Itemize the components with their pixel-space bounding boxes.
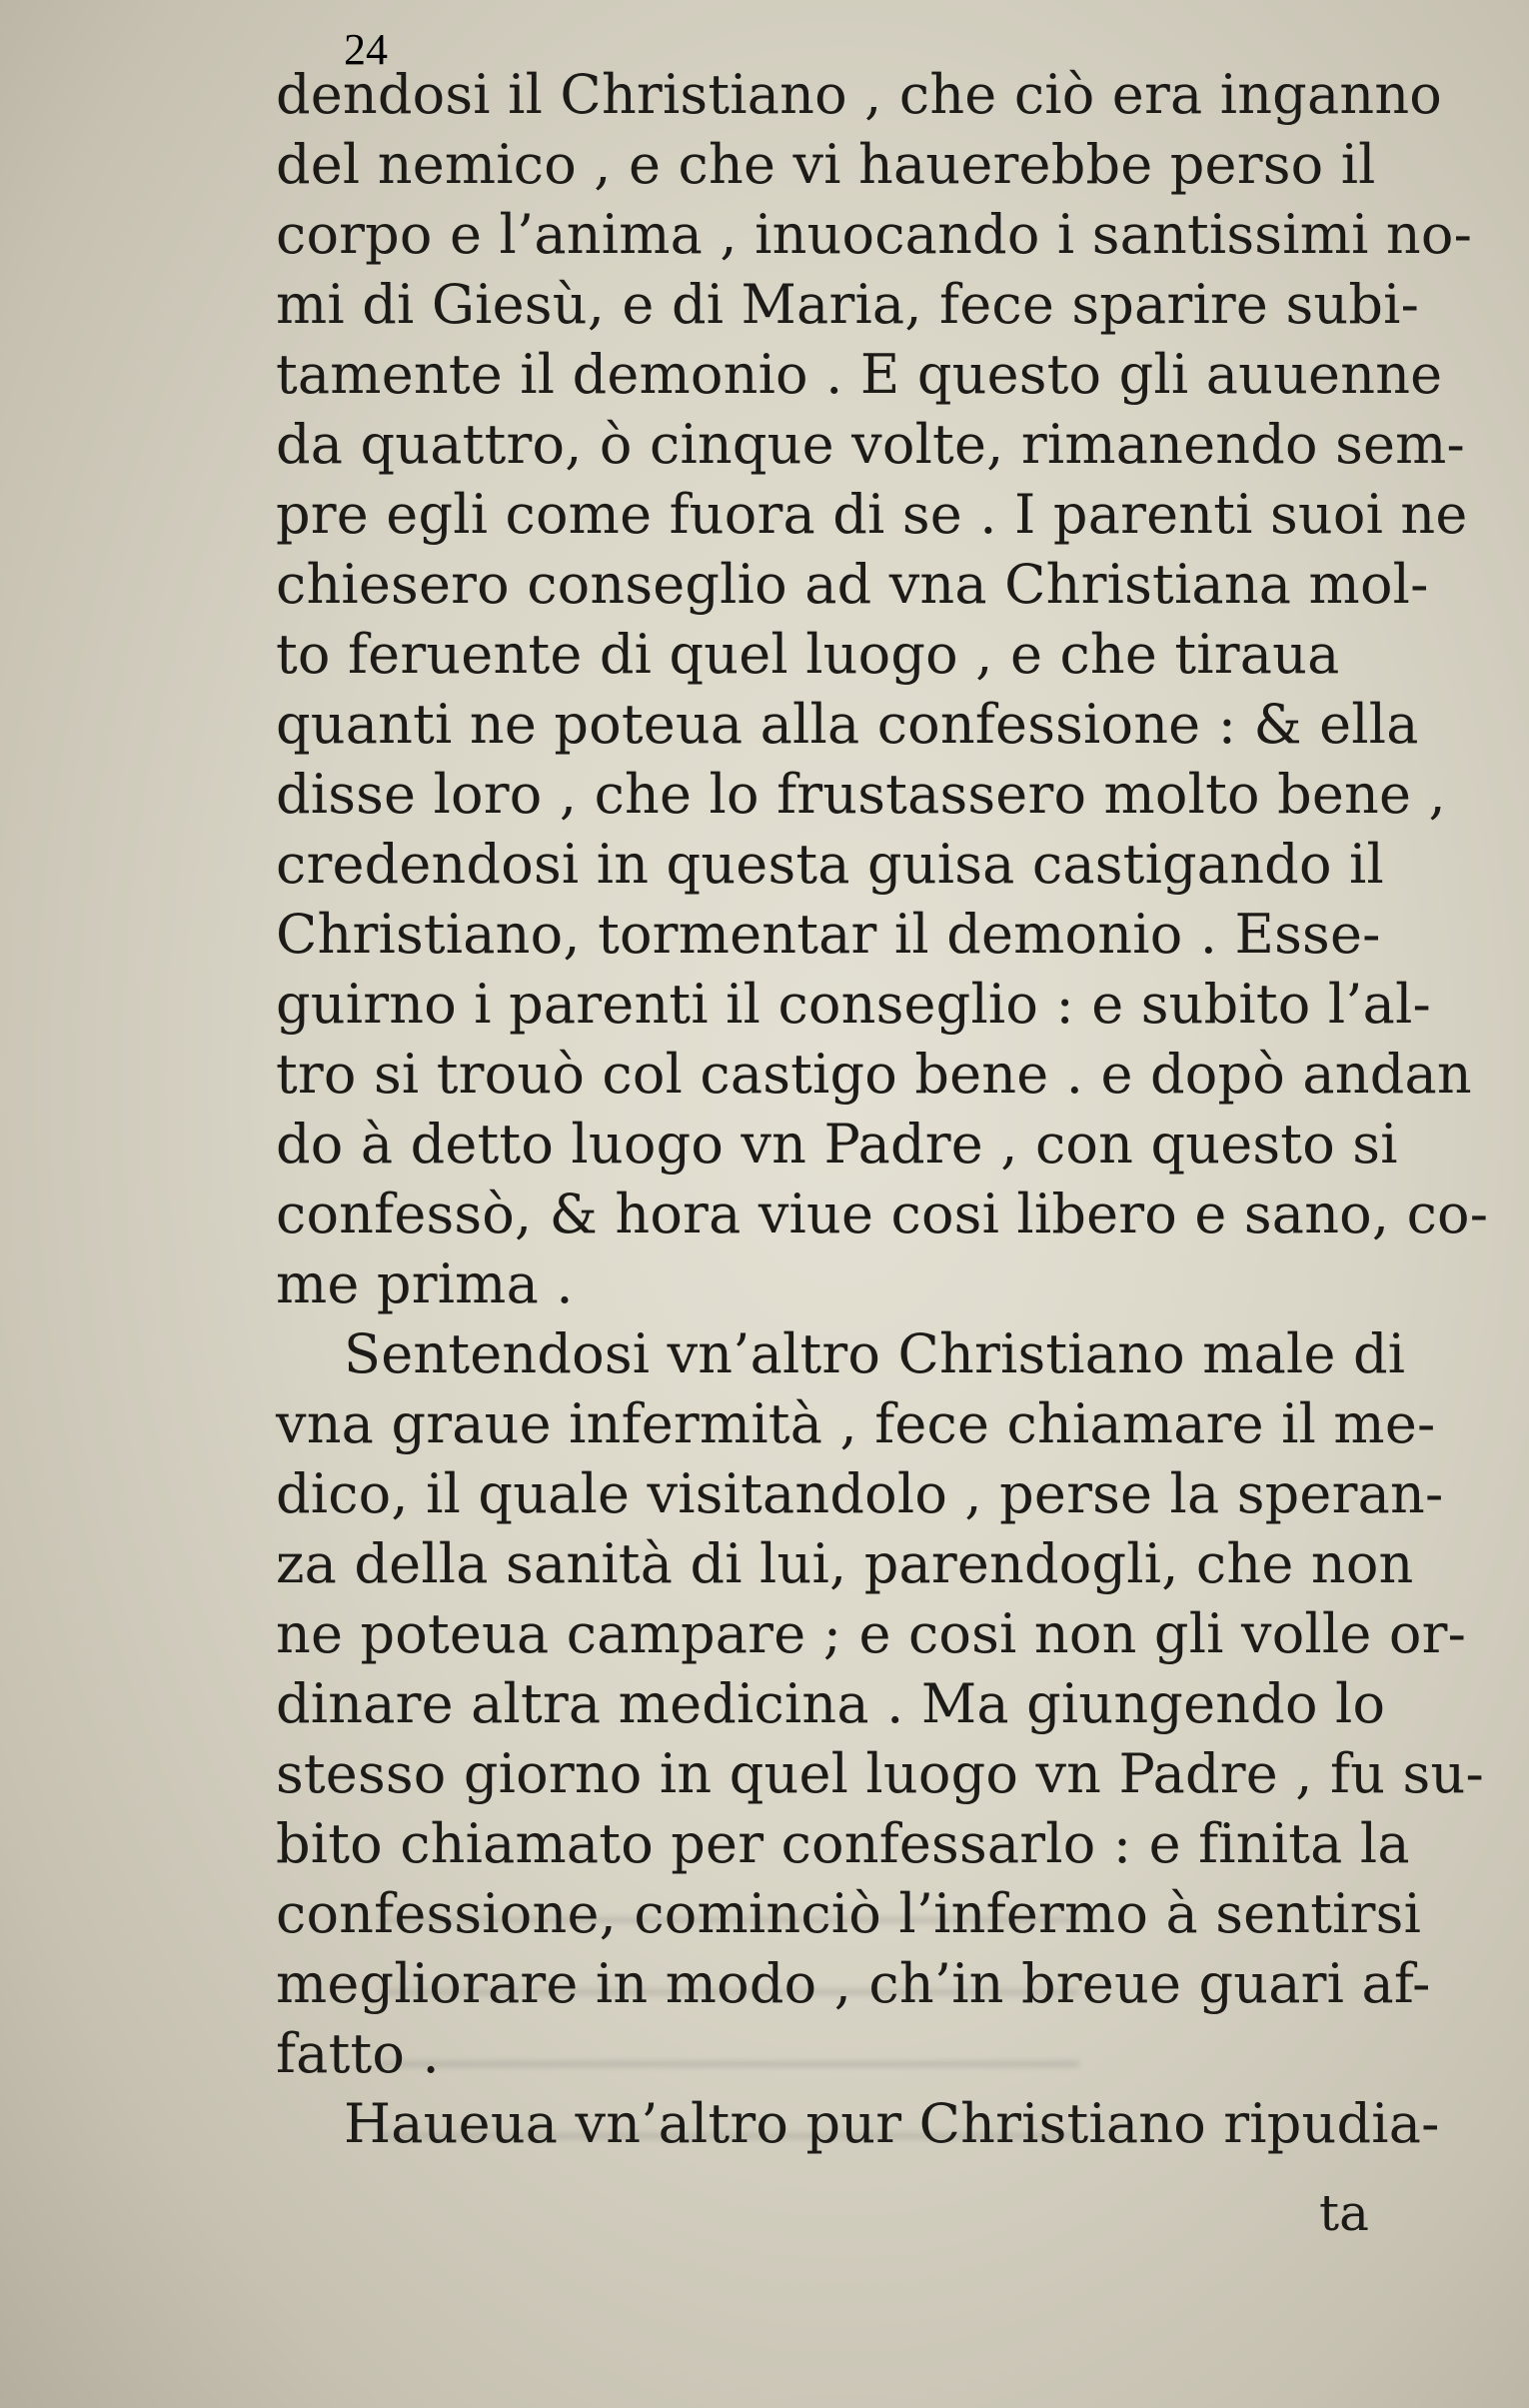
text-line: dinare altra medicina . Ma giungendo lo [276, 1672, 1386, 1735]
text-line: tamente il demonio . E questo gli auuenne [276, 343, 1443, 406]
text-line: me prima . [276, 1252, 574, 1315]
text-line: guirno i parenti il conseglio : e subito l’al- [276, 973, 1431, 1036]
text-line: Haueua vn’altro pur Christiano ripudia- [344, 2092, 1440, 2155]
text-line: pre egli come fuora di se . I parenti suoi ne [276, 483, 1468, 546]
page-number: 24 [344, 25, 388, 74]
text-line: to feruente di quel luogo , e che tiraua [276, 623, 1340, 686]
text-line: fatto . [276, 2022, 440, 2085]
text-line: tro si trouò col castigo bene . e dopò andan [276, 1043, 1472, 1106]
text-line: del nemico , e che vi hauerebbe perso il [276, 133, 1376, 196]
text-line: bito chiamato per confessarlo : e finita la [276, 1812, 1410, 1875]
text-line: Christiano, tormentar il demonio . Esse- [276, 903, 1381, 966]
text-line: corpo e l’anima , inuocando i santissimi no- [276, 203, 1473, 266]
text-line: dico, il quale visitandolo , perse la speran- [276, 1462, 1444, 1525]
text-line: vna graue infermità , fece chiamare il me- [276, 1392, 1436, 1455]
text-line: credendosi in questa guisa castigando il [276, 833, 1384, 896]
text-line: quanti ne poteua alla confessione : & ella [276, 693, 1419, 756]
text-line: dendosi il Christiano , che ciò era inganno [276, 63, 1443, 126]
text-line: confessò, & hora viue cosi libero e sano, co- [276, 1183, 1489, 1245]
text-line: da quattro, ò cinque volte, rimanendo sem- [276, 413, 1465, 476]
text-line: za della sanità di lui, parendogli, che non [276, 1532, 1414, 1595]
text-line: disse loro , che lo frustassero molto bene , [276, 763, 1446, 826]
text-line: confessione, cominciò l’infermo à sentirsi [276, 1882, 1422, 1945]
text-line: megliorare in modo , ch’in breue guari af- [276, 1952, 1431, 2015]
text-line: ne poteua campare ; e cosi non gli volle or- [276, 1602, 1467, 1665]
text-line: chiesero conseglio ad vna Christiana mol- [276, 553, 1429, 616]
text-line: Sentendosi vn’altro Christiano male di [344, 1322, 1406, 1385]
text-line: mi di Giesù, e di Maria, fece sparire subi- [276, 273, 1420, 336]
text-line: do à detto luogo vn Padre , con questo si [276, 1113, 1398, 1176]
text-line: stesso giorno in quel luogo vn Padre , fu su- [276, 1742, 1484, 1805]
catchword: ta [1319, 2184, 1369, 2242]
